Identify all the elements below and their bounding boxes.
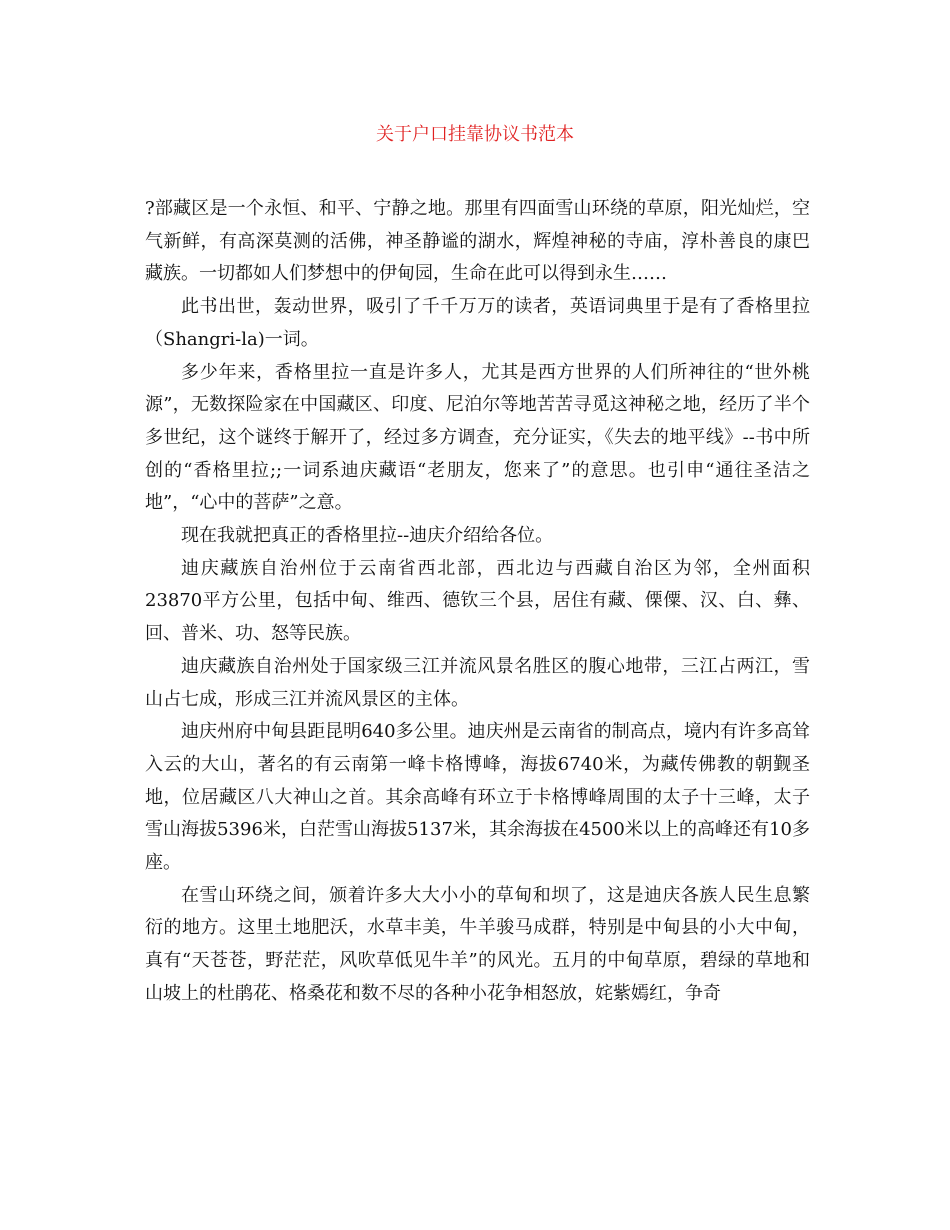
document-title: 关于户口挂靠协议书范本 — [376, 124, 574, 145]
paragraph-6: 迪庆藏族自治州处于国家级三江并流风景名胜区的腹心地带，三江占两江，雪山占七成，形成三江并流风景区的主体。 — [145, 655, 810, 710]
document-body — [145, 193, 810, 1011]
paragraph-4: 现在我就把真正的香格里拉--迪庆介绍给各位。 — [181, 525, 554, 547]
paragraph-3: 多少年来，香格里拉一直是许多人，尤其是西方世界的人们所神往的“世外桃源”，无数探险家在中国藏区、印度、尼泊尔等地苦苦寻觅这神秘之地，经历了半个多世纪，这个谜终于解开了，经过多方调查，充分证实，《失去的地平线》--书中所创的“香格里拉;;一词系迪庆藏语“老朋友，您来了”的意思。也引申“通往圣洁之地”，“心中的菩萨”之意。 — [145, 361, 810, 514]
paragraph-7: 迪庆州府中甸县距昆明640多公里。迪庆州是云南省的制高点，境内有许多高耸入云的大山，著名的有云南第一峰卡格博峰，海拔6740米，为藏传佛教的朝觐圣地，位居藏区八大神山之首。其余高峰有环立于卡格博峰周围的太子十三峰，太子雪山海拔5396米，白茫雪山海拔5137米，其余海拔在4500米以上的高峰还有10多座。 — [145, 721, 810, 874]
paragraph-8: 在雪山环绕之间，颁着许多大大小小的草甸和坝了，这是迪庆各族人民生息繁衍的地方。这里土地肥沃，水草丰美，牛羊骏马成群，特别是中甸县的小大中甸，真有“天苍苍，野茫茫，风吹草低见牛羊”的风光。五月的中甸草原，碧绿的草地和山坡上的杜鹃花、格桑花和数不尽的各种小花争相怒放，姹紫嫣红，争奇 — [145, 884, 810, 1004]
paragraph-1: ?部藏区是一个永恒、和平、宁静之地。那里有四面雪山环绕的草原，阳光灿烂，空气新鲜，有高深莫测的活佛，神圣静谧的湖水，辉煌神秘的寺庙，淳朴善良的康巴藏族。一切都如人们梦想中的伊甸园，生命在此可以得到永生…… — [145, 198, 810, 285]
paragraph-5: 迪庆藏族自治州位于云南省西北部，西北边与西藏自治区为邻，全州面积23870平方公里，包括中甸、维西、德钦三个县，居住有藏、傈僳、汉、白、彝、回、普米、功、怒等民族。 — [145, 557, 810, 645]
paragraph-2: 此书出世，轰动世界，吸引了千千万万的读者，英语词典里于是有了香格里拉（Shangri-la)一词。 — [145, 296, 810, 350]
